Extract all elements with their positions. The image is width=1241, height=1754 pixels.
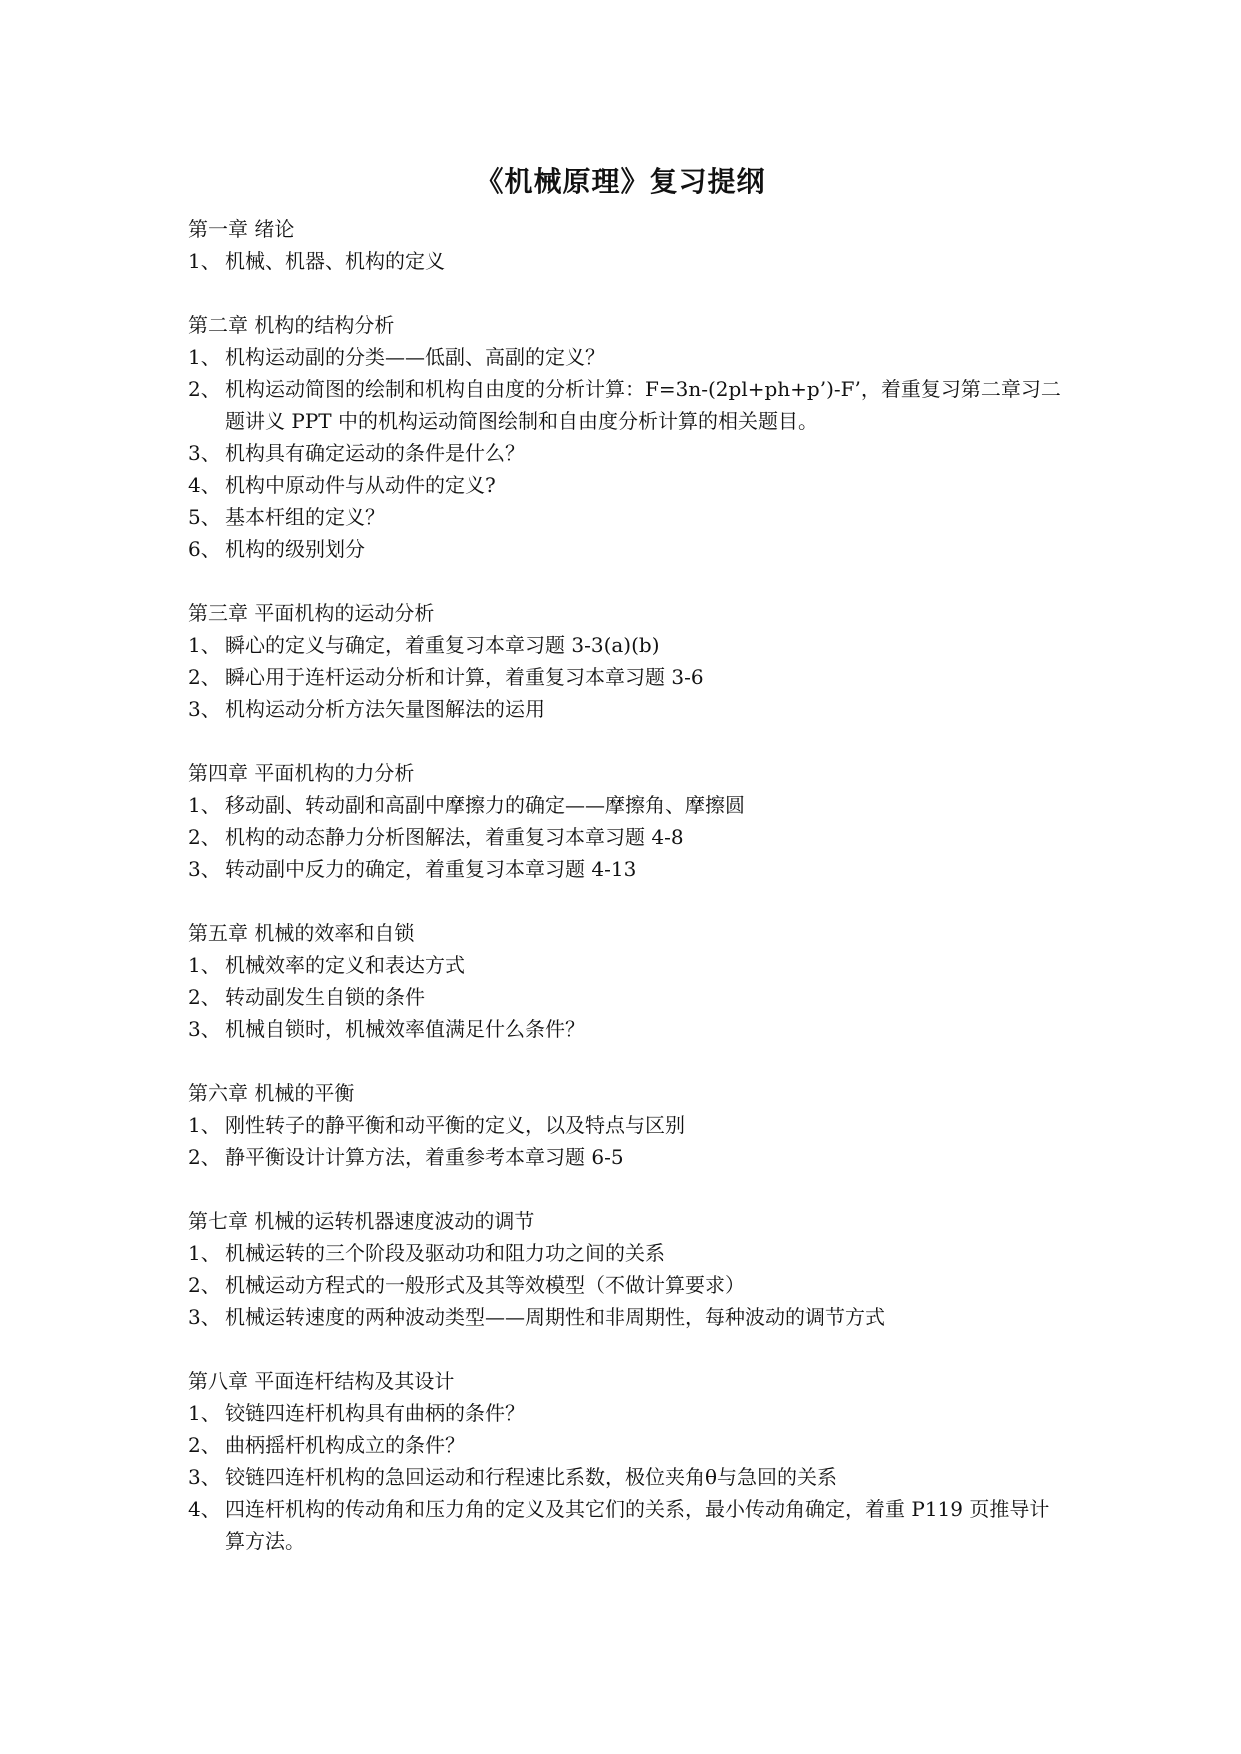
- item-text: 刚性转子的静平衡和动平衡的定义，以及特点与区别: [225, 1113, 685, 1137]
- item-number: 3、: [188, 857, 221, 881]
- item-number: 2、: [188, 665, 221, 689]
- item-text: 转动副中反力的确定，着重复习本章习题 4-13: [225, 857, 637, 881]
- item-number: 1、: [188, 249, 221, 273]
- outline-item: [188, 629, 1068, 661]
- item-number: 1、: [188, 1113, 221, 1137]
- outline-item: [188, 469, 1068, 501]
- item-number: 4、: [188, 1497, 221, 1521]
- item-text: 瞬心的定义与确定，着重复习本章习题 3-3(a)(b): [225, 633, 660, 657]
- item-text: 静平衡设计计算方法，着重参考本章习题 6-5: [225, 1145, 624, 1169]
- item-number: 2、: [188, 1273, 221, 1297]
- outline-item: [188, 1013, 1068, 1045]
- item-number: 2、: [188, 825, 221, 849]
- outline-item: [188, 693, 1068, 725]
- item-text: 转动副发生自锁的条件: [225, 985, 425, 1009]
- chapter-section: [188, 757, 1068, 885]
- item-text: 机械运动方程式的一般形式及其等效模型（不做计算要求）: [225, 1273, 745, 1297]
- chapter-section: [188, 1205, 1068, 1333]
- item-text: 机械、机器、机构的定义: [225, 249, 445, 273]
- item-number: 1、: [188, 953, 221, 977]
- item-number: 3、: [188, 1305, 221, 1329]
- item-number: 2、: [188, 1433, 221, 1457]
- item-text: 机构运动分析方法矢量图解法的运用: [225, 697, 545, 721]
- chapter-section: [188, 1365, 1068, 1557]
- outline-item: [188, 373, 1068, 437]
- item-text: 机构运动简图的绘制和机构自由度的分析计算：F=3n-(2pl+ph+p’)-F’，着重复习第二章习二题讲义 PPT 中的机构运动简图绘制和自由度分析计算的相关题目。: [225, 377, 1061, 433]
- outline-item: [188, 1397, 1068, 1429]
- item-number: 3、: [188, 441, 221, 465]
- chapter-section: [188, 309, 1068, 565]
- outline-item: [188, 501, 1068, 533]
- item-number: 3、: [188, 1017, 221, 1041]
- item-number: 1、: [188, 633, 221, 657]
- item-number: 1、: [188, 345, 221, 369]
- chapter-heading: 第五章 机械的效率和自锁: [188, 921, 415, 945]
- outline-item: [188, 533, 1068, 565]
- item-number: 1、: [188, 1241, 221, 1265]
- chapter-heading: 第二章 机构的结构分析: [188, 313, 395, 337]
- outline-item: [188, 981, 1068, 1013]
- item-number: 2、: [188, 377, 221, 401]
- item-text: 机构中原动件与从动件的定义?: [225, 473, 496, 497]
- chapter-heading: 第四章 平面机构的力分析: [188, 761, 415, 785]
- item-text: 铰链四连杆机构具有曲柄的条件？: [225, 1401, 525, 1425]
- outline-item: [188, 821, 1068, 853]
- item-text: 机构的动态静力分析图解法，着重复习本章习题 4-8: [225, 825, 684, 849]
- outline-item: [188, 245, 1068, 277]
- item-text: 机构运动副的分类——低副、高副的定义？: [225, 345, 605, 369]
- item-text: 基本杆组的定义？: [225, 505, 385, 529]
- outline-item: [188, 853, 1068, 885]
- item-text: 机械自锁时，机械效率值满足什么条件？: [225, 1017, 585, 1041]
- item-number: 5、: [188, 505, 221, 529]
- outline-item: [188, 1429, 1068, 1461]
- item-number: 1、: [188, 1401, 221, 1425]
- item-text: 移动副、转动副和高副中摩擦力的确定——摩擦角、摩擦圆: [225, 793, 745, 817]
- outline-item: [188, 1237, 1068, 1269]
- outline-item: [188, 437, 1068, 469]
- item-number: 3、: [188, 697, 221, 721]
- item-number: 4、: [188, 473, 221, 497]
- outline-item: [188, 1109, 1068, 1141]
- outline-item: [188, 1461, 1068, 1493]
- outline-item: [188, 1301, 1068, 1333]
- chapter-heading: 第七章 机械的运转机器速度波动的调节: [188, 1209, 535, 1233]
- item-text: 机械运转速度的两种波动类型——周期性和非周期性，每种波动的调节方式: [225, 1305, 885, 1329]
- item-number: 2、: [188, 1145, 221, 1169]
- outline-item: [188, 1269, 1068, 1301]
- item-text: 机械效率的定义和表达方式: [225, 953, 465, 977]
- chapter-section: [188, 917, 1068, 1045]
- chapter-section: [188, 1077, 1068, 1173]
- item-text: 瞬心用于连杆运动分析和计算，着重复习本章习题 3-6: [225, 665, 704, 689]
- item-text: 曲柄摇杆机构成立的条件？: [225, 1433, 465, 1457]
- outline-item: [188, 1141, 1068, 1173]
- outline-item: [188, 789, 1068, 821]
- chapter-section: [188, 213, 1068, 277]
- outline-item: [188, 661, 1068, 693]
- item-text: 铰链四连杆机构的急回运动和行程速比系数，极位夹角θ与急回的关系: [225, 1465, 838, 1489]
- item-text: 四连杆机构的传动角和压力角的定义及其它们的关系，最小传动角确定，着重 P119 页推导计算方法。: [225, 1497, 1050, 1553]
- outline-item: [188, 949, 1068, 981]
- chapter-section: [188, 597, 1068, 725]
- item-number: 6、: [188, 537, 221, 561]
- chapter-heading: 第三章 平面机构的运动分析: [188, 601, 435, 625]
- chapter-heading: 第一章 绪论: [188, 217, 295, 241]
- item-text: 机构的级别划分: [225, 537, 365, 561]
- chapter-heading: 第八章 平面连杆结构及其设计: [188, 1369, 455, 1393]
- outline-item: [188, 341, 1068, 373]
- item-number: 2、: [188, 985, 221, 1009]
- page-title: 《机械原理》复习提纲: [475, 165, 766, 198]
- item-text: 机械运转的三个阶段及驱动功和阻力功之间的关系: [225, 1241, 665, 1265]
- outline-item: [188, 1493, 1068, 1557]
- item-text: 机构具有确定运动的条件是什么？: [225, 441, 525, 465]
- chapter-heading: 第六章 机械的平衡: [188, 1081, 355, 1105]
- item-number: 3、: [188, 1465, 221, 1489]
- outline-body: [188, 213, 1068, 1589]
- item-number: 1、: [188, 793, 221, 817]
